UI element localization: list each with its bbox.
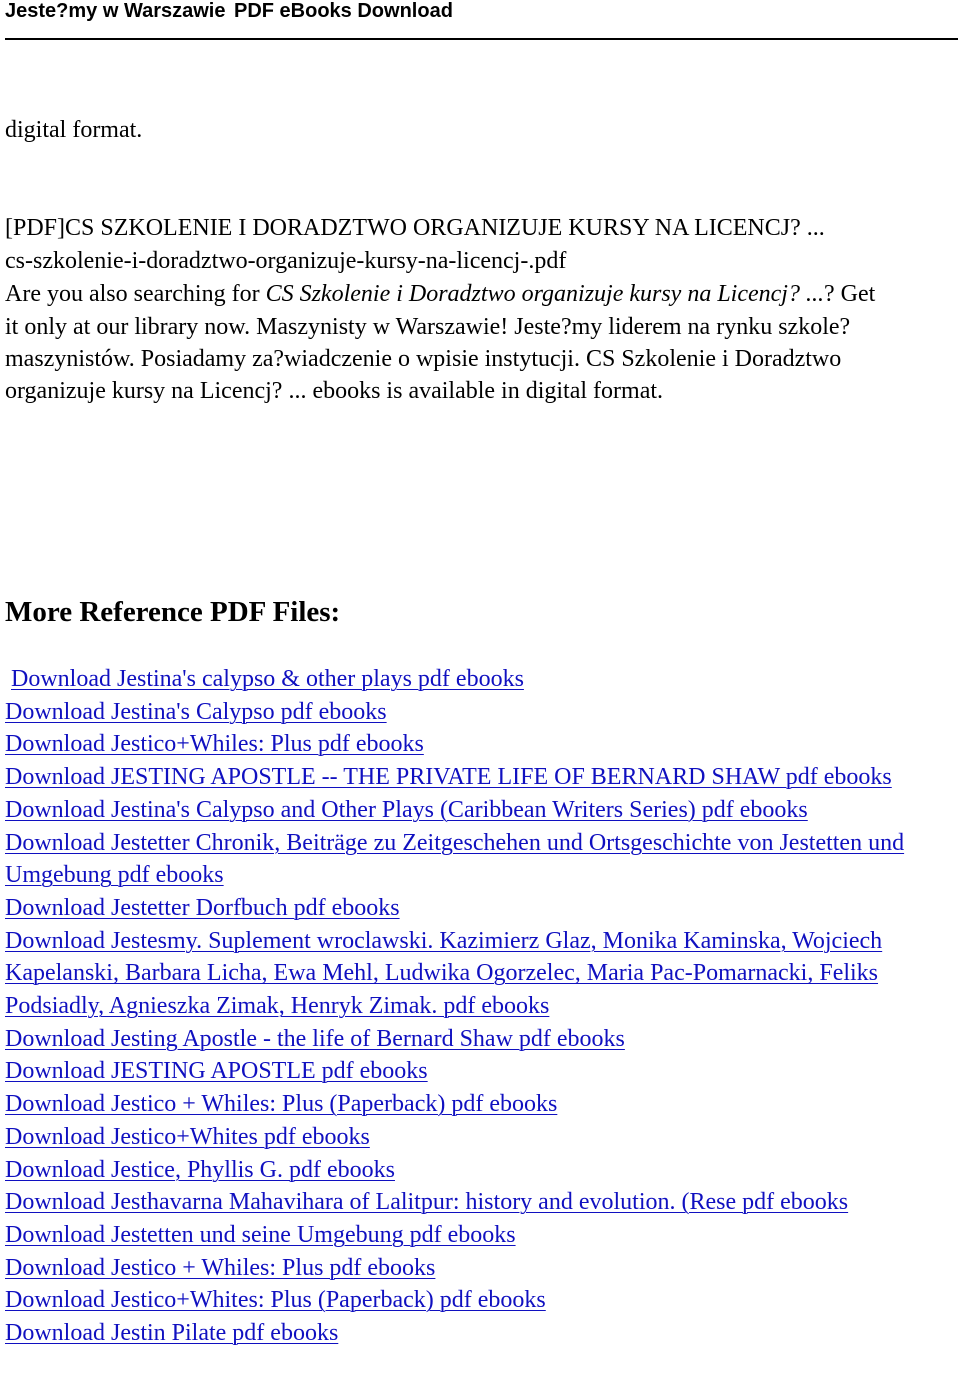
list-item: [5, 1023, 955, 1056]
list-item: [5, 1055, 955, 1088]
list-item: [5, 696, 955, 729]
list-item: [5, 1317, 955, 1350]
list-item: [5, 728, 955, 761]
list-item: [5, 1219, 955, 1252]
reference-link[interactable]: Download Jestetten und seine Umgebung pdf ebooks: [5, 1221, 516, 1248]
list-item: [5, 1121, 955, 1154]
reference-link[interactable]: Download Jestice, Phyllis G. pdf ebooks: [5, 1156, 395, 1183]
header-subtitle: PDF eBooks Download: [234, 0, 453, 22]
entry-text: ? Get: [823, 281, 876, 307]
reference-link[interactable]: Download Jesting Apostle - the life of Bernard Shaw pdf ebooks: [5, 1025, 625, 1052]
header-title: Jeste?my w Warszawie: [5, 0, 226, 22]
reference-link[interactable]: Download Jestetter Dorfbuch pdf ebooks: [5, 894, 400, 921]
list-item: [5, 794, 955, 827]
list-item: [5, 925, 955, 1023]
list-item: [5, 1252, 955, 1285]
entry-description-line: [5, 279, 875, 309]
list-item: [5, 1154, 955, 1187]
reference-link[interactable]: Download Jestesmy. Suplement wroclawski. Kazimierz Glaz, Monika Kaminska, Wojciech Kapelanski, Barbara Licha, Ewa Mehl, Ludwika Ogorzelec, Maria Pac-Pomarnacki, Feliks Podsiadly, Agnieszka Zimak, Henryk Zimak. pdf ebooks: [5, 927, 883, 1020]
reference-link[interactable]: Download Jestico + Whiles: Plus (Paperback) pdf ebooks: [5, 1091, 558, 1118]
page-header: [5, 0, 958, 40]
reference-link[interactable]: Download JESTING APOSTLE -- THE PRIVATE LIFE OF BERNARD SHAW pdf ebooks: [5, 764, 892, 791]
references-title: More Reference PDF Files:: [5, 596, 341, 628]
entry-description-line: maszynistów. Posiadamy za?wiadczenie o wpisie instytucji. CS Szkolenie i Doradztwo: [5, 346, 842, 372]
reference-link[interactable]: Download Jestina's Calypso pdf ebooks: [5, 698, 387, 725]
reference-link[interactable]: Download Jestico+Whiles: Plus pdf ebooks: [5, 731, 424, 758]
reference-link[interactable]: Download Jestico+Whites pdf ebooks: [5, 1123, 370, 1150]
reference-link[interactable]: Download Jestico + Whiles: Plus pdf ebooks: [5, 1254, 436, 1281]
reference-link[interactable]: Download Jestico+Whites: Plus (Paperback) pdf ebooks: [5, 1287, 546, 1314]
list-item: [5, 892, 955, 925]
reference-link[interactable]: Download Jesthavarna Mahavihara of Lalitpur: history and evolution. (Rese pdf ebooks: [5, 1189, 849, 1216]
entry-filename: cs-szkolenie-i-doradztwo-organizuje-kursy-na-licencj-.pdf: [5, 248, 567, 274]
list-item: [5, 761, 955, 794]
list-item: [5, 663, 955, 696]
reference-link[interactable]: Download Jestin Pilate pdf ebooks: [5, 1320, 339, 1347]
intro-text: digital format.: [5, 117, 143, 143]
reference-link[interactable]: Download Jestina's Calypso and Other Plays (Caribbean Writers Series) pdf ebooks: [5, 796, 808, 823]
entry-text: Are you also searching for: [5, 281, 266, 307]
entry-description-line: organizuje kursy na Licencj? ... ebooks is available in digital format.: [5, 378, 664, 404]
reference-link[interactable]: Download Jestina's calypso & other plays pdf ebooks: [11, 666, 524, 692]
list-item: [5, 1186, 955, 1219]
entry-heading: [PDF]CS SZKOLENIE I DORADZTWO ORGANIZUJE KURSY NA LICENCJ? ...: [5, 215, 825, 241]
list-item: [5, 1088, 955, 1121]
reference-link[interactable]: Download Jestetter Chronik, Beiträge zu Zeitgeschehen und Ortsgeschichte von Jestetten und Umgebung pdf ebooks: [5, 829, 905, 889]
entry-italic-title: CS Szkolenie i Doradztwo organizuje kursy na Licencj? ...: [265, 281, 824, 307]
reference-links-list: [5, 663, 955, 1350]
list-item: [5, 1284, 955, 1317]
list-item: [5, 827, 955, 892]
entry-description-line: it only at our library now. Maszynisty w Warszawie! Jeste?my liderem na rynku szkole?: [5, 314, 851, 340]
reference-link[interactable]: Download JESTING APOSTLE pdf ebooks: [5, 1058, 428, 1085]
